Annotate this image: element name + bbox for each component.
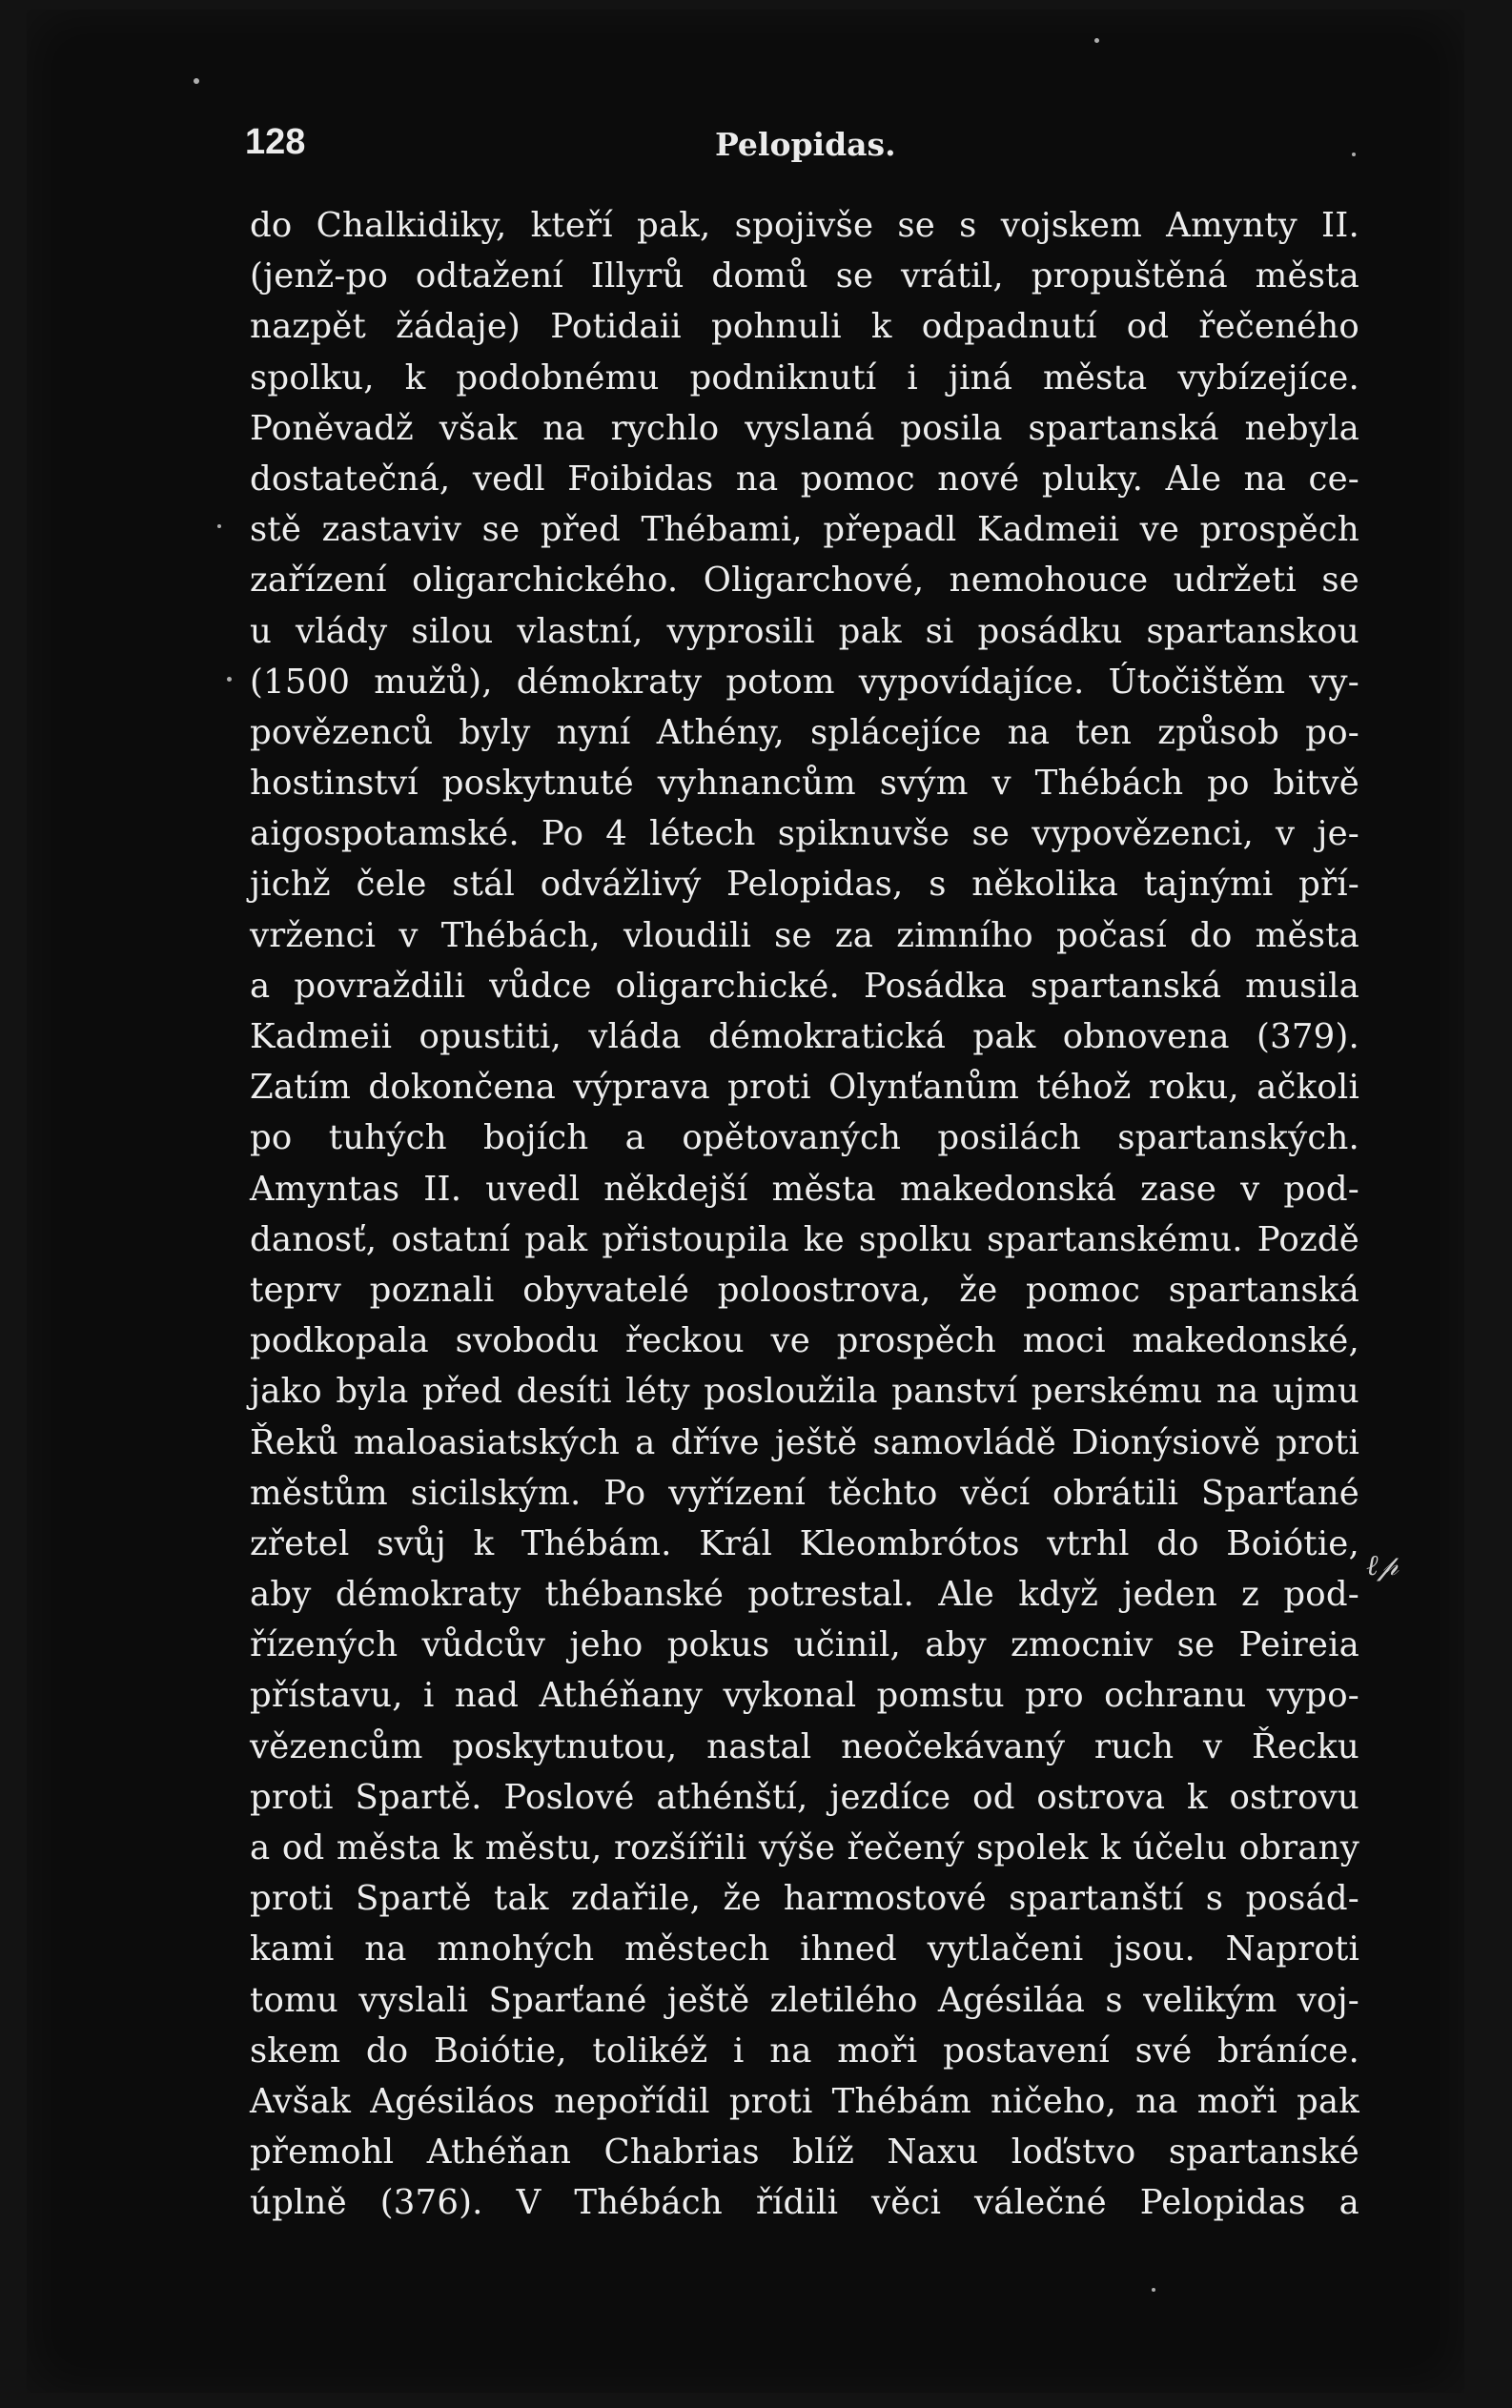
text-line: kami na mnohých městech ihned vytlačeni jsou. Naproti <box>250 1929 1359 1969</box>
text-line: Zatím dokončena výprava proti Olynťanům téhož roku, ačkoli <box>250 1068 1359 1108</box>
text-line: zařízení oligarchického. Oligarchové, nemohouce udržeti se <box>250 561 1359 601</box>
paper-speck <box>1152 2288 1155 2292</box>
paper-speck <box>217 524 221 528</box>
text-line: proti Spartě tak zdařile, že harmostové spartanští s posád- <box>250 1879 1359 1919</box>
text-line: do Chalkidiky, kteří pak, spojivše se s vojskem Amynty II. <box>250 206 1359 245</box>
text-line: stě zastaviv se před Thébami, přepadl Kadmeii ve prospěch <box>250 510 1359 550</box>
text-line: nazpět žádaje) Potidaii pohnuli k odpadnutí od řečeného <box>250 307 1359 347</box>
text-line: a povraždili vůdce oligarchické. Posádka spartanská musila <box>250 966 1359 1006</box>
text-line: Avšak Agésiláos nepořídil proti Thébám ničeho, na moři pak <box>250 2081 1359 2121</box>
text-line: přemohl Athéňan Chabrias blíž Naxu loďstvo spartanské <box>250 2133 1359 2173</box>
text-line: po tuhých bojích a opětovaných posilách spartanských. <box>250 1118 1359 1158</box>
text-line: a od města k městu, rozšířili výše řečený spolek k účelu obrany <box>250 1828 1359 1867</box>
text-line: městům sicilským. Po vyřízení těchto věcí obrátili Sparťané <box>250 1473 1359 1513</box>
text-line: zřetel svůj k Thébám. Král Kleombrótos vtrhl do Boiótie, <box>250 1523 1359 1563</box>
text-line: (jenž-po odtažení Illyrů domů se vrátil, propuštěná města <box>250 256 1359 296</box>
text-line: proti Spartě. Poslové athénští, jezdíce od ostrova k ostrovu <box>250 1777 1359 1817</box>
text-line: Řeků maloasiatských a dříve ještě samovládě Dionýsiově proti <box>250 1422 1359 1462</box>
text-line: aby démokraty thébanské potrestal. Ale když jeden z pod- <box>250 1575 1359 1615</box>
text-line: podkopala svobodu řeckou ve prospěch moci makedonské, <box>250 1321 1359 1361</box>
text-line: dostatečná, vedl Foibidas na pomoc nové pluky. Ale na ce- <box>250 459 1359 499</box>
text-line: Amyntas II. uvedl někdejší města makedonská zase v pod- <box>250 1169 1359 1209</box>
text-line: řízených vůdcův jeho pokus učinil, aby zmocniv se Peireia <box>250 1625 1359 1665</box>
paper-speck <box>227 677 232 682</box>
text-line: jichž čele stál odvážlivý Pelopidas, s několika tajnými pří- <box>250 865 1359 905</box>
text-line: skem do Boiótie, tolikéž i na moři postavení své bráníce. <box>250 2030 1359 2071</box>
text-line: danosť, ostatní pak přistoupila ke spolku spartanskému. Pozdě <box>250 1219 1359 1259</box>
text-line: vrženci v Thébách, vloudili se za zimního počasí do města <box>250 915 1359 955</box>
paper-speck <box>194 78 199 84</box>
text-line: hostinství poskytnuté vyhnancům svým v Thébách po bitvě <box>250 764 1359 804</box>
paper-speck <box>1094 38 1099 43</box>
page-header <box>245 122 1360 170</box>
text-line: jako byla před desíti léty posloužila panství perskému na ujmu <box>250 1372 1359 1412</box>
body-text <box>250 200 1359 2229</box>
running-head: Pelopidas. <box>715 126 896 163</box>
text-line: (1500 mužů), démokraty potom vypovídajíce. Útočištěm vy- <box>250 662 1359 702</box>
page-number: 128 <box>245 122 306 162</box>
handwritten-margin-mark: ℓ𝓅 <box>1366 1549 1399 1582</box>
text-line: povězenců byly nyní Athény, splácejíce na ten způsob po- <box>250 712 1359 752</box>
text-line: Poněvadž však na rychlo vyslaná posila spartanská nebyla <box>250 408 1359 448</box>
text-line: přístavu, i nad Athéňany vykonal pomstu pro ochranu vypo- <box>250 1676 1359 1716</box>
text-line: teprv poznali obyvatelé poloostrova, že pomoc spartanská <box>250 1270 1359 1310</box>
text-line: aigospotamské. Po 4 létech spiknuvše se vypovězenci, v je- <box>250 814 1359 854</box>
text-line: vězencům poskytnutou, nastal neočekávaný ruch v Řecku <box>250 1726 1359 1766</box>
text-line: Kadmeii opustiti, vláda démokratická pak obnovena (379). <box>250 1017 1359 1056</box>
text-line: tomu vyslali Sparťané ještě zletilého Agésiláa s velikým voj- <box>250 1980 1359 2020</box>
text-line: u vlády silou vlastní, vyprosili pak si posádku spartanskou <box>250 611 1359 651</box>
text-line: úplně (376). V Thébách řídili věci válečné Pelopidas a <box>250 2183 1359 2223</box>
text-line: spolku, k podobnému podniknutí i jiná města vybízejíce. <box>250 357 1359 398</box>
